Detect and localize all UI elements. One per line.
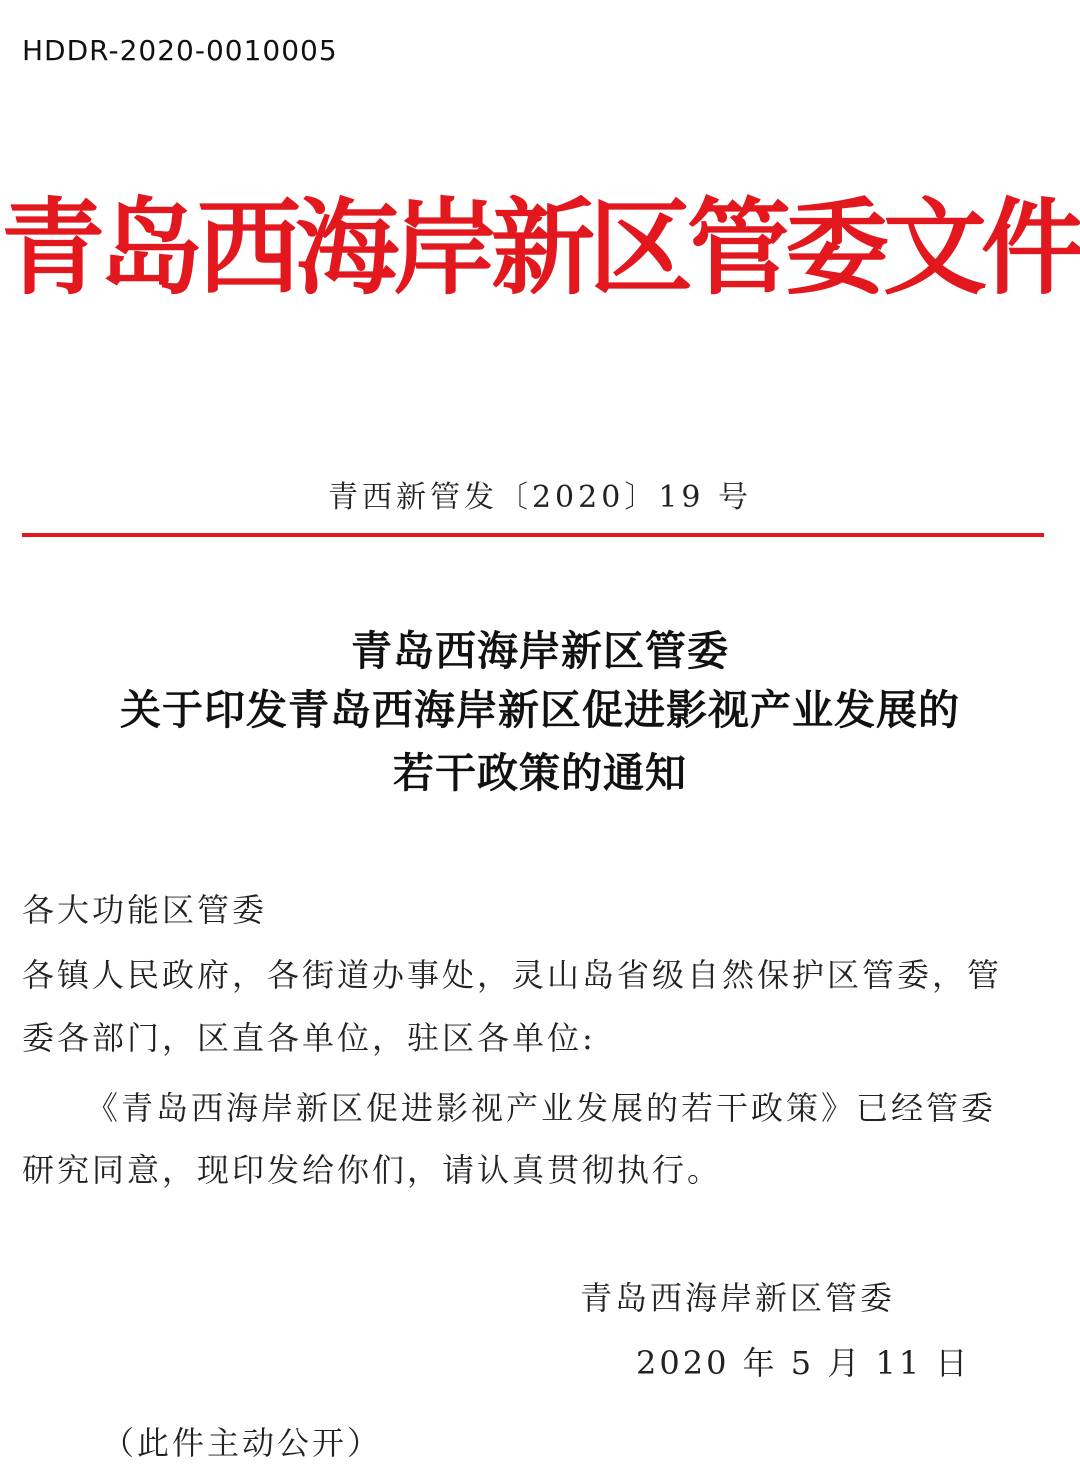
- issuer-signature: 青岛西海岸新区管委: [580, 1279, 896, 1317]
- document-number: 青西新管发〔2020〕19 号: [327, 480, 753, 515]
- document-masthead: 青岛西海岸新区管委文件: [0, 187, 1079, 309]
- red-divider-line: [22, 533, 1044, 537]
- document-code: HDDR-2020-0010005: [22, 34, 338, 67]
- recipient-line: 各镇人民政府，各街道办事处，灵山岛省级自然保护区管委，管: [22, 956, 1003, 994]
- body-paragraph-line: 研究同意，现印发给你们，请认真贯彻执行。: [22, 1151, 723, 1189]
- recipient-line: 各大功能区管委: [22, 891, 268, 929]
- title-line-3: 若干政策的通知: [393, 749, 687, 797]
- issue-date: 2020 年 5 月 11 日: [636, 1344, 971, 1382]
- disclosure-note: （此件主动公开）: [102, 1424, 383, 1462]
- title-line-1: 青岛西海岸新区管委: [351, 627, 729, 675]
- recipient-line: 委各部门，区直各单位，驻区各单位:: [22, 1019, 596, 1057]
- body-paragraph-line: 《青岛西海岸新区促进影视产业发展的若干政策》已经管委: [86, 1089, 997, 1127]
- title-line-2: 关于印发青岛西海岸新区促进影视产业发展的: [120, 686, 960, 734]
